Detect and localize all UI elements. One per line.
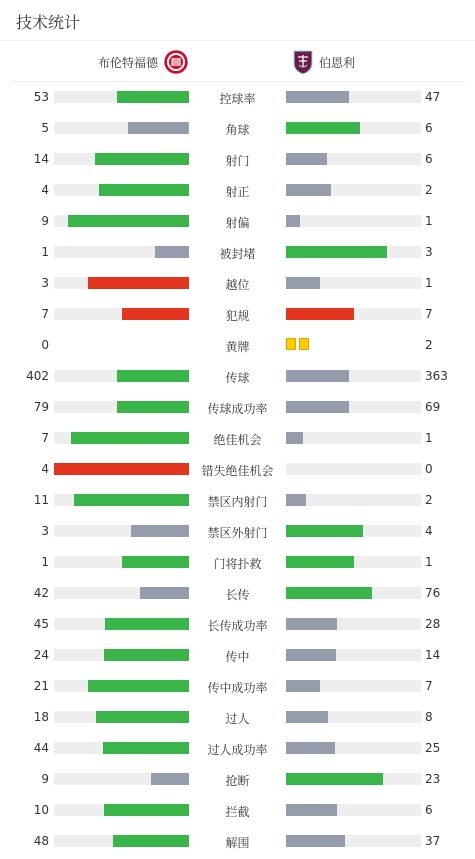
away-value: 1 — [425, 214, 433, 228]
stat-label: 禁区内射门 — [207, 495, 268, 509]
away-bar-fill — [286, 215, 300, 227]
away-bar-fill — [286, 525, 363, 537]
stat-label: 门将扑救 — [213, 557, 262, 571]
away-bar-track — [286, 215, 421, 227]
away-bar-track — [286, 773, 421, 785]
home-bar-fill — [95, 153, 190, 165]
stat-label: 长传 — [225, 588, 250, 602]
home-value: 10 — [33, 803, 49, 817]
away-value: 6 — [425, 803, 433, 817]
stat-label: 过人成功率 — [207, 743, 268, 757]
stat-label: 长传成功率 — [207, 619, 268, 633]
away-bar-fill — [286, 618, 337, 630]
stat-row — [0, 208, 475, 239]
home-bar-fill — [117, 91, 189, 103]
away-bar-fill — [286, 432, 303, 444]
away-value: 69 — [425, 400, 441, 414]
away-bar-track — [286, 246, 421, 258]
away-bar-track — [286, 277, 421, 289]
away-bar-track — [286, 463, 421, 475]
home-bar-fill — [103, 742, 189, 754]
stat-row — [0, 239, 475, 270]
away-value: 25 — [425, 741, 441, 755]
home-bar-track — [54, 711, 189, 723]
home-bar-track — [54, 153, 189, 165]
stat-label: 传中成功率 — [207, 681, 268, 695]
stat-row — [0, 425, 475, 456]
team-divider — [10, 81, 465, 82]
stat-label: 角球 — [225, 123, 250, 137]
home-value: 402 — [26, 369, 49, 383]
away-team-name: 伯恩利 — [319, 55, 356, 70]
home-bar-track — [54, 835, 189, 847]
away-bar-fill — [286, 122, 360, 134]
header-divider — [0, 40, 475, 41]
yellow-cards-away — [286, 338, 309, 350]
stat-label: 解围 — [225, 836, 250, 850]
home-team[interactable] — [98, 48, 189, 76]
home-value: 79 — [33, 400, 49, 414]
away-bar-track — [286, 308, 421, 320]
away-bar-track — [286, 525, 421, 537]
home-bar-track — [54, 742, 189, 754]
home-bar-fill — [131, 525, 189, 537]
away-bar-track — [286, 649, 421, 661]
stats-list — [0, 84, 475, 859]
away-value: 28 — [425, 617, 441, 631]
home-bar-fill — [113, 835, 189, 847]
stat-label: 禁区外射门 — [207, 526, 268, 540]
stat-label: 过人 — [225, 712, 250, 726]
home-bar-track — [54, 215, 189, 227]
away-value: 37 — [425, 834, 441, 848]
away-bar-fill — [286, 370, 349, 382]
away-bar-fill — [286, 587, 372, 599]
away-bar-fill — [286, 742, 335, 754]
away-bar-track — [286, 494, 421, 506]
away-bar-fill — [286, 308, 354, 320]
away-value: 1 — [425, 555, 433, 569]
away-value: 6 — [425, 152, 433, 166]
stat-label: 传球成功率 — [207, 402, 268, 416]
away-value: 2 — [425, 493, 433, 507]
away-bar-fill — [286, 401, 349, 413]
away-bar-fill — [286, 246, 387, 258]
home-bar-fill — [117, 401, 189, 413]
stat-row — [0, 549, 475, 580]
home-value: 11 — [33, 493, 49, 507]
home-bar-fill — [105, 618, 189, 630]
away-bar-track — [286, 556, 421, 568]
away-bar-fill — [286, 556, 354, 568]
home-bar-fill — [122, 556, 190, 568]
home-value: 7 — [41, 307, 49, 321]
home-bar-track — [54, 618, 189, 630]
stat-label: 错失绝佳机会 — [201, 464, 274, 478]
stat-row — [0, 487, 475, 518]
away-value: 1 — [425, 431, 433, 445]
page-title: 技术统计 — [16, 13, 81, 32]
stat-row — [0, 84, 475, 115]
away-team[interactable] — [292, 48, 355, 76]
home-bar-track — [54, 277, 189, 289]
home-value: 24 — [33, 648, 49, 662]
home-value: 7 — [41, 431, 49, 445]
home-value: 14 — [33, 152, 49, 166]
away-bar-track — [286, 184, 421, 196]
home-value: 48 — [33, 834, 49, 848]
home-value: 4 — [41, 462, 49, 476]
home-value: 1 — [41, 245, 49, 259]
home-value: 3 — [41, 276, 49, 290]
away-bar-track — [286, 618, 421, 630]
stat-label: 控球率 — [219, 92, 256, 106]
home-bar-track — [54, 432, 189, 444]
stat-row — [0, 301, 475, 332]
burnley-logo-icon — [292, 49, 314, 75]
home-bar-track — [54, 680, 189, 692]
away-bar-fill — [286, 773, 383, 785]
home-bar-fill — [128, 122, 189, 134]
away-bar-track — [286, 680, 421, 692]
stat-label: 射偏 — [225, 216, 250, 230]
team-header — [0, 48, 475, 76]
stat-label: 射正 — [225, 185, 250, 199]
home-bar-fill — [74, 494, 189, 506]
away-bar-track — [286, 91, 421, 103]
away-bar-track — [286, 432, 421, 444]
home-bar-track — [54, 91, 189, 103]
away-bar-fill — [286, 711, 328, 723]
home-bar-track — [54, 246, 189, 258]
home-value: 9 — [41, 214, 49, 228]
stat-row — [0, 673, 475, 704]
home-bar-track — [54, 122, 189, 134]
away-value: 4 — [425, 524, 433, 538]
away-bar-track — [286, 122, 421, 134]
away-value: 23 — [425, 772, 441, 786]
stat-row — [0, 611, 475, 642]
home-value: 45 — [33, 617, 49, 631]
stat-row — [0, 735, 475, 766]
away-value: 8 — [425, 710, 433, 724]
stat-row — [0, 456, 475, 487]
home-bar-fill — [104, 649, 189, 661]
away-bar-fill — [286, 91, 349, 103]
stat-row — [0, 270, 475, 301]
away-value: 76 — [425, 586, 441, 600]
away-value: 6 — [425, 121, 433, 135]
home-bar-fill — [151, 773, 189, 785]
stat-label: 绝佳机会 — [213, 433, 262, 447]
stat-row — [0, 146, 475, 177]
home-bar-track — [54, 401, 189, 413]
away-bar-track — [286, 835, 421, 847]
yellow-card-icon — [299, 338, 309, 350]
home-bar-fill — [140, 587, 189, 599]
stat-row — [0, 363, 475, 394]
stat-label: 传球 — [225, 371, 250, 385]
home-bar-track — [54, 463, 189, 475]
home-value: 1 — [41, 555, 49, 569]
stat-row — [0, 177, 475, 208]
home-bar-fill — [155, 246, 189, 258]
away-bar-track — [286, 401, 421, 413]
home-bar-fill — [88, 277, 189, 289]
stat-row — [0, 704, 475, 735]
home-bar-fill — [54, 463, 189, 475]
away-value: 2 — [425, 183, 433, 197]
home-value: 53 — [33, 90, 49, 104]
home-bar-track — [54, 494, 189, 506]
away-value: 1 — [425, 276, 433, 290]
stat-row — [0, 518, 475, 549]
home-bar-fill — [122, 308, 190, 320]
stat-label: 越位 — [225, 278, 250, 292]
home-bar-track — [54, 370, 189, 382]
brentford-logo-icon — [163, 49, 189, 75]
home-bar-track — [54, 587, 189, 599]
stat-row — [0, 332, 475, 363]
home-value: 4 — [41, 183, 49, 197]
away-bar-track — [286, 153, 421, 165]
stat-row — [0, 766, 475, 797]
stat-label: 射门 — [225, 154, 250, 168]
stat-row — [0, 394, 475, 425]
home-bar-fill — [71, 432, 189, 444]
stat-label: 传中 — [225, 650, 250, 664]
stat-row — [0, 115, 475, 146]
stat-row — [0, 797, 475, 828]
away-value: 3 — [425, 245, 433, 259]
home-value: 3 — [41, 524, 49, 538]
home-bar-track — [54, 525, 189, 537]
away-bar-fill — [286, 184, 331, 196]
home-bar-track — [54, 649, 189, 661]
stat-row — [0, 642, 475, 673]
away-bar-fill — [286, 835, 345, 847]
away-bar-fill — [286, 153, 327, 165]
home-team-name: 布伦特福德 — [97, 55, 158, 70]
home-value: 5 — [41, 121, 49, 135]
stat-label: 黄牌 — [225, 340, 250, 354]
away-value: 7 — [425, 679, 433, 693]
away-bar-track — [286, 370, 421, 382]
away-value: 363 — [425, 369, 448, 383]
home-bar-track — [54, 804, 189, 816]
away-bar-track — [286, 587, 421, 599]
away-value: 2 — [425, 338, 433, 352]
home-value: 0 — [41, 338, 49, 352]
home-value: 9 — [41, 772, 49, 786]
away-bar-fill — [286, 804, 337, 816]
home-bar-fill — [96, 711, 189, 723]
stat-label: 抢断 — [225, 774, 250, 788]
away-bar-fill — [286, 649, 336, 661]
away-bar-fill — [286, 680, 320, 692]
away-bar-track — [286, 804, 421, 816]
home-value: 21 — [33, 679, 49, 693]
away-bar-track — [286, 742, 421, 754]
home-bar-track — [54, 308, 189, 320]
home-bar-fill — [88, 680, 189, 692]
home-value: 44 — [33, 741, 49, 755]
home-value: 18 — [33, 710, 49, 724]
stat-row — [0, 828, 475, 859]
stat-row — [0, 580, 475, 611]
home-bar-fill — [117, 370, 189, 382]
away-value: 7 — [425, 307, 433, 321]
away-value: 14 — [425, 648, 441, 662]
stat-label: 犯规 — [225, 309, 250, 323]
away-value: 47 — [425, 90, 441, 104]
home-bar-fill — [99, 184, 189, 196]
home-bar-fill — [104, 804, 189, 816]
away-bar-fill — [286, 494, 306, 506]
home-bar-track — [54, 556, 189, 568]
stat-label: 拦截 — [225, 805, 250, 819]
home-bar-fill — [68, 215, 190, 227]
yellow-card-icon — [286, 338, 296, 350]
away-bar-fill — [286, 277, 320, 289]
home-bar-track — [54, 184, 189, 196]
home-bar-track — [54, 773, 189, 785]
away-bar-track — [286, 711, 421, 723]
home-value: 42 — [33, 586, 49, 600]
away-value: 0 — [425, 462, 433, 476]
stat-label: 被封堵 — [219, 247, 256, 261]
